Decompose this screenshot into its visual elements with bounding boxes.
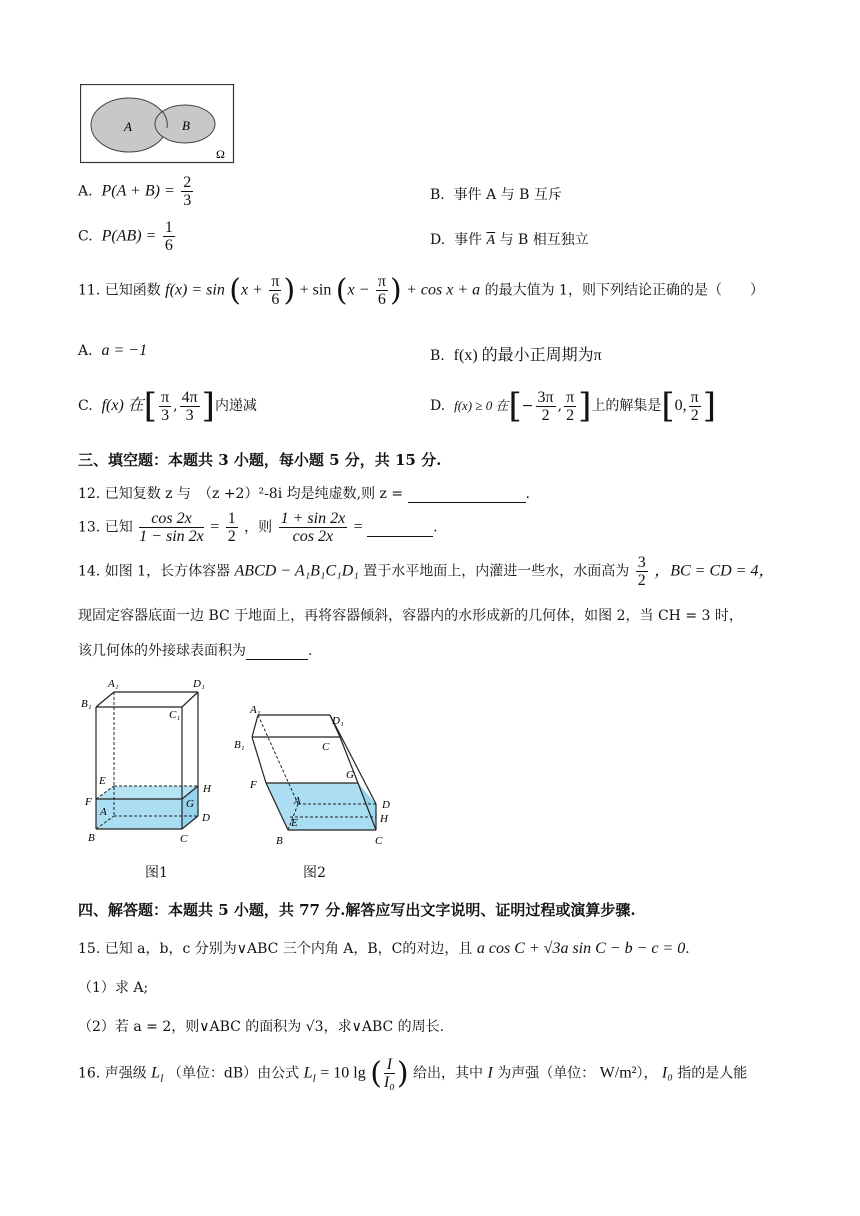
- label: C: [322, 741, 330, 753]
- period: .: [685, 941, 690, 957]
- option-text: f(x) 在: [101, 397, 144, 414]
- option-letter: A.: [78, 183, 93, 200]
- fraction: $\frac{1}{6}$: [164, 219, 173, 254]
- question-text: 14. 如图 1，长方体容器: [78, 563, 231, 580]
- var-i: I: [487, 1064, 493, 1082]
- question-text: 指的是人能: [677, 1065, 748, 1082]
- label: G: [186, 798, 194, 810]
- label: E: [291, 817, 298, 829]
- question-text: 该几何体的外接球表面积为: [78, 643, 246, 659]
- period: .: [433, 519, 438, 536]
- figure-1: [80, 674, 220, 849]
- q11-stem: [78, 273, 764, 308]
- q10-option-d[interactable]: [430, 229, 589, 249]
- formula: = 10 lg: [320, 1064, 366, 1082]
- figure-2: [230, 706, 400, 851]
- water-front: [96, 799, 182, 829]
- q10-option-b[interactable]: [430, 184, 562, 204]
- option-text: 与 B 相互独立: [499, 232, 589, 248]
- section-3-title: 三、填空题：本题共 3 小题，每小题 5 分，共 15 分.: [78, 451, 442, 469]
- option-letter: C.: [78, 398, 93, 414]
- var-l: L: [303, 1064, 313, 1082]
- unit: W/m²: [599, 1064, 637, 1082]
- option-text: f(x) 的最小正周期为π: [453, 347, 602, 364]
- label: B₁: [81, 698, 92, 710]
- q14-line3: [78, 640, 312, 660]
- label: B: [276, 835, 283, 847]
- q14-line1: [78, 554, 774, 589]
- fraction: $\frac{\pi}{2}$: [690, 388, 699, 424]
- label: B: [88, 832, 95, 844]
- label: D₁: [193, 678, 205, 690]
- left-bracket: [: [143, 386, 158, 426]
- fraction: $\frac{1}{2}$: [227, 510, 236, 545]
- venn-label-omega: Ω: [216, 147, 225, 161]
- left-bracket: [: [661, 386, 675, 426]
- left-bracket: [: [508, 386, 522, 426]
- label: C: [375, 835, 383, 847]
- right-paren: ): [283, 273, 296, 308]
- option-text: 事件 A 与 B 互斥: [453, 187, 562, 203]
- subscript: I: [160, 1073, 164, 1085]
- arg-expr: x +: [241, 281, 263, 299]
- label: C: [180, 833, 188, 845]
- option-letter: C.: [78, 228, 93, 245]
- question-text: 16. 声强级: [78, 1065, 147, 1082]
- fraction: $\frac{\pi}{6}$: [377, 273, 386, 308]
- venn-diagram: [80, 84, 235, 164]
- fraction: $\frac{\pi}{6}$: [271, 273, 280, 308]
- label: E: [99, 775, 106, 787]
- period: .: [525, 486, 530, 502]
- q11-option-d[interactable]: D. f(x) ≥ 0 在[− $\frac{3\pi}{2}$ , $\frac{\pi}{2}$ ]上的解集是[0, $\frac{\pi}{2}$ ]: [430, 386, 717, 426]
- label: A₁: [108, 678, 119, 690]
- right-bracket: ]: [702, 386, 717, 426]
- option-text: 上的解集是: [591, 398, 662, 414]
- section-4-title: 四、解答题：本题共 5 小题，共 77 分.解答应写出文字说明、证明过程或演算步骤.: [78, 901, 636, 919]
- question-text: 给出，其中: [412, 1065, 483, 1082]
- func-expr: + sin: [299, 281, 332, 299]
- label: G: [346, 769, 354, 781]
- left-paren: (: [370, 1056, 382, 1091]
- fraction: $\frac{\cos 2x}{1 - \sin 2x}$: [139, 510, 204, 545]
- func-expr: + cos x + a: [406, 281, 481, 299]
- option-text: a = −1: [101, 342, 148, 359]
- water-top: [96, 786, 198, 799]
- question-text: （单位：dB）由公式: [167, 1065, 300, 1082]
- option-letter: B.: [430, 348, 445, 364]
- arg-expr: x −: [347, 281, 370, 299]
- fraction: $\frac{3\pi}{2}$: [537, 388, 554, 424]
- equals: =: [353, 518, 363, 536]
- q12: [78, 483, 530, 503]
- label: F: [250, 779, 257, 791]
- var-i0: I₀: [661, 1064, 673, 1082]
- q11-option-b[interactable]: [430, 342, 602, 365]
- venn-label-a: A: [124, 119, 132, 134]
- label: A: [100, 806, 107, 818]
- q15-part2: （2）若 a = 2，则∨ABC 的面积为 √3，求∨ABC 的周长.: [78, 1019, 445, 1035]
- label: D: [382, 799, 390, 811]
- answer-blank[interactable]: [246, 643, 308, 660]
- period: .: [308, 643, 313, 659]
- subscript: I: [312, 1073, 316, 1085]
- q10-option-a[interactable]: [78, 174, 195, 209]
- answer-blank[interactable]: [408, 486, 526, 503]
- question-text: ，则: [244, 519, 273, 536]
- question-text: ），: [636, 1065, 658, 1082]
- q13: [78, 510, 438, 545]
- figure-2-caption: 图2: [303, 865, 326, 881]
- right-paren: ): [389, 273, 402, 308]
- right-bracket: ]: [578, 386, 592, 426]
- q15-part1: （1）求 A;: [78, 980, 149, 996]
- question-text: 置于水平地面上，内灌进一些水，水面高为: [363, 563, 630, 580]
- option-letter: D.: [430, 398, 446, 414]
- right-paren: ): [396, 1056, 409, 1091]
- label: A₁: [250, 706, 261, 716]
- label: F: [85, 796, 92, 808]
- label: A: [294, 795, 301, 807]
- option-letter: B.: [430, 187, 445, 203]
- question-text: 13. 已知: [78, 519, 133, 536]
- q11-option-c[interactable]: C. f(x) 在[ $\frac{\pi}{3}$ , $\frac{4\pi}{3}$ ]内递减: [78, 386, 257, 426]
- a-complement: $\overline{A}$: [486, 233, 496, 248]
- fraction: $\frac{3}{2}$: [637, 554, 646, 589]
- fraction: $\frac{1 + \sin 2x}{\cos 2x}$: [280, 510, 346, 545]
- fraction: $\frac{\pi}{2}$: [566, 388, 575, 424]
- option-letter: D.: [430, 232, 446, 248]
- label: H: [203, 783, 211, 795]
- option-text: 事件: [454, 232, 483, 248]
- label: H: [380, 813, 388, 825]
- box-name: ABCD − A₁B₁C₁D₁: [234, 562, 359, 580]
- equation: a cos C + √3a sin C − b − c = 0: [476, 940, 686, 957]
- fraction: $\frac{2}{3}$: [183, 174, 192, 209]
- option-text: 内递减: [214, 398, 257, 414]
- answer-blank[interactable]: [367, 520, 433, 537]
- fraction: $\frac{I}{\text{I₀}}$: [383, 1056, 395, 1091]
- option-letter: A.: [78, 343, 93, 359]
- q15-line1: [78, 938, 690, 958]
- label: D: [202, 812, 210, 824]
- figure-1-caption: 图1: [145, 865, 168, 881]
- question-text: 15. 已知 a，b，c 分别为∨ABC 三个内角 A，B，C的对边，且: [78, 941, 473, 957]
- left-paren: (: [229, 273, 242, 308]
- question-text: 的最大值为 1，则下列结论正确的是（ ）: [484, 282, 764, 299]
- func-expr: f(x) = sin: [165, 281, 225, 299]
- question-text: 为声强（单位：: [497, 1065, 596, 1082]
- fraction: $\frac{\pi}{3}$: [161, 388, 170, 424]
- q10-option-c[interactable]: [78, 219, 177, 254]
- label: C₁: [169, 709, 181, 721]
- fraction: $\frac{4\pi}{3}$: [181, 388, 198, 424]
- option-expr: P(A + B) =: [101, 182, 175, 200]
- option-text: 0,: [674, 397, 687, 414]
- equals: =: [210, 518, 220, 536]
- q14-line2: 现固定容器底面一边 BC 于地面上，再将容器倾斜，容器内的水形成新的几何体，如图 2，当 CH = 3 时，: [78, 608, 743, 624]
- left-paren: (: [335, 273, 348, 308]
- q16-line1: [78, 1056, 747, 1091]
- question-text: 12. 已知复数 z 与 （z +2）²-8i 均是纯虚数,则 z =: [78, 486, 404, 502]
- option-text: f(x) ≥ 0 在: [454, 398, 509, 413]
- label: D₁: [332, 715, 344, 727]
- question-number: 11. 已知函数: [78, 282, 161, 299]
- question-text: ，BC = CD = 4，: [654, 562, 775, 580]
- q11-option-a[interactable]: [78, 342, 147, 360]
- option-expr: P(AB) =: [101, 227, 157, 245]
- label: B₁: [234, 739, 245, 751]
- right-bracket: ]: [201, 386, 215, 426]
- var-l: L: [151, 1064, 161, 1082]
- venn-label-b: B: [182, 118, 190, 133]
